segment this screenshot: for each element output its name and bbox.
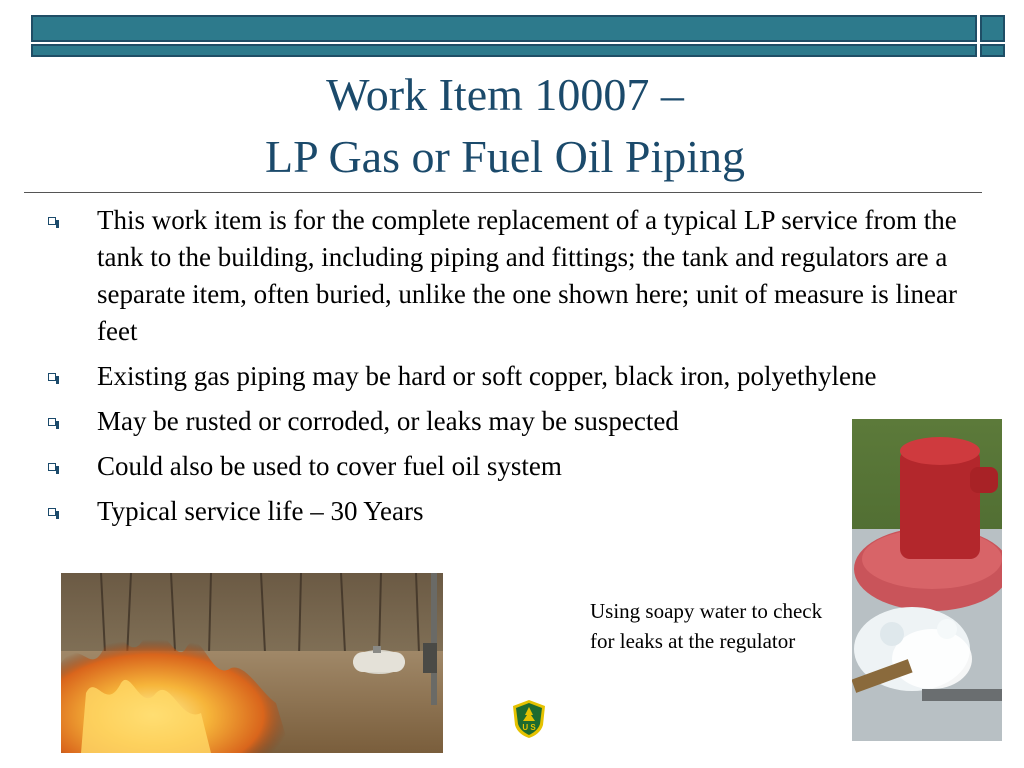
bullet-text: Could also be used to cover fuel oil system bbox=[97, 451, 562, 481]
header-square-bottom bbox=[980, 44, 1005, 57]
bullet-item bbox=[40, 403, 857, 440]
square-bullet-icon bbox=[48, 418, 56, 426]
square-bullet-icon bbox=[48, 463, 56, 471]
title-divider bbox=[24, 192, 982, 193]
square-bullet-icon bbox=[48, 217, 56, 225]
svg-text:U S: U S bbox=[522, 723, 536, 732]
regulator-leak-check-photo bbox=[852, 419, 1002, 741]
bullet-text: This work item is for the complete replacement of a typical LP service from the tank to the building, including piping and fittings; the tank and regulators are a separate item, often buried, unlike the one shown here; unit of measure is linear feet bbox=[97, 205, 957, 346]
square-bullet-icon bbox=[48, 373, 56, 381]
bullet-item bbox=[40, 202, 977, 350]
bullet-list bbox=[40, 202, 990, 538]
header-square-top bbox=[980, 15, 1005, 42]
header-bar-bottom bbox=[31, 44, 977, 57]
bullet-text: May be rusted or corroded, or leaks may be suspected bbox=[97, 406, 679, 436]
fire-propane-tank-photo bbox=[61, 573, 443, 753]
slide-title bbox=[0, 64, 1010, 188]
forest-service-shield-logo bbox=[511, 699, 547, 739]
slide-title-line-2: LP Gas or Fuel Oil Piping bbox=[264, 131, 746, 182]
bullet-text: Typical service life – 30 Years bbox=[97, 496, 424, 526]
photo-caption: Using soapy water to check for leaks at the regulator bbox=[590, 599, 823, 653]
bullet-item bbox=[40, 493, 857, 530]
bullet-text: Existing gas piping may be hard or soft copper, black iron, polyethylene bbox=[97, 361, 877, 391]
bullet-item bbox=[40, 448, 857, 485]
header-bar-top bbox=[31, 15, 977, 42]
bullet-item bbox=[40, 358, 937, 395]
slide-title-line-1: Work Item 10007 – bbox=[326, 69, 684, 120]
square-bullet-icon bbox=[48, 508, 56, 516]
